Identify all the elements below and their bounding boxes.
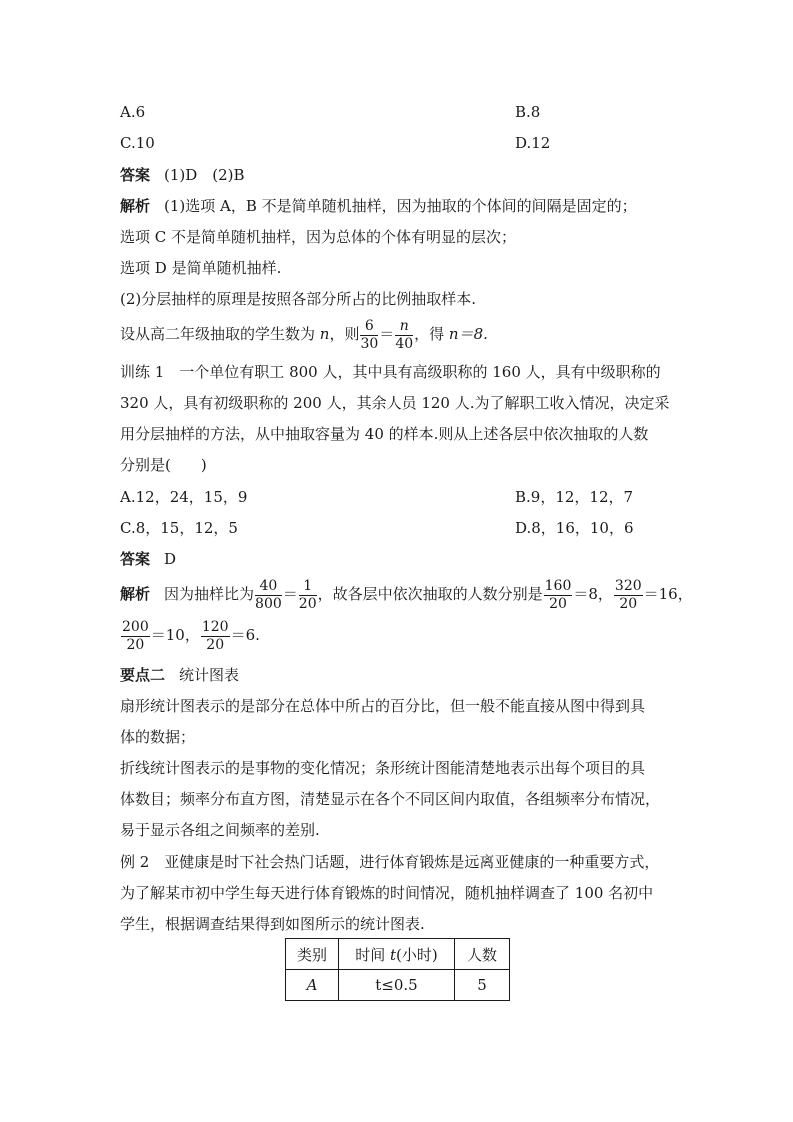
analysis-line: 选项 D 是简单随机抽样. [120,259,282,277]
fraction: $\frac{1}{20}$ [298,577,317,612]
fraction: $\frac{200}{20}$ [122,618,149,653]
cell-count: 5 [455,970,510,1001]
header-count: 人数 [455,939,510,970]
option-d: D.8，16，10，6 [515,519,634,537]
fraction: $\frac{40}{800}$ [255,577,282,612]
answer-label: 答案 [120,550,151,568]
table-row [286,970,510,1001]
section-heading [120,665,239,685]
answer-text: (1)D (2)B [164,166,245,184]
analysis-text: (1)选项 A，B 不是简单随机抽样，因为抽取的个体间的间隔是固定的； [164,197,637,215]
fraction: $\frac{320}{20}$ [614,577,642,612]
option-d: D.12 [515,134,551,152]
paragraph-line: 体的数据； [120,728,196,746]
training-line: 分别是( ) [120,456,207,474]
example-line: 学生，根据调查结果得到如图所示的统计图表. [120,915,425,933]
paragraph-line: 扇形统计图表示的是部分在总体中所占的百分比，但一般不能直接从图中得到具 [120,697,646,715]
analysis-line: (2)分层抽样的原理是按照各部分所占的比例抽取样本. [120,290,477,308]
answer-text: D [164,550,177,568]
option-row [120,102,541,122]
option-b: B.8 [515,103,541,121]
training-line: 320 人，具有初级职称的 200 人，其余人员 120 人.为了解职工收入情况，决定采 [120,394,670,412]
example-line: 为了解某市初中学生每天进行体育锻炼的时间情况，随机抽样调查了 100 名初中 [120,884,654,902]
analysis-label: 解析 [120,197,151,215]
option-c: C.10 [120,134,155,152]
fraction: $\frac{120}{20}$ [201,618,229,653]
paragraph-line: 易于显示各组之间频率的差别. [120,821,320,839]
stats-table [285,938,510,1001]
fraction: $\frac{160}{20}$ [544,577,572,612]
option-row [120,518,634,538]
answer-label: 答案 [120,166,151,184]
example-line: 例 2 亚健康是时下社会热门话题，进行体育锻炼是远离亚健康的一种重要方式， [120,853,660,871]
option-c: C.8，15，12，5 [120,519,238,537]
fraction: $\frac{n}{40}$ [395,317,414,352]
cell-category: A [286,970,339,1001]
analysis-line [120,196,637,216]
paragraph-line: 折线统计图表示的是事物的变化情况；条形统计图能清楚地表示出每个项目的具 [120,759,646,777]
formula-line: 设从高二年级抽取的学生数为 n，则 $\frac{6}{30}$ ＝ $\frac{n}{40}$ ，得 n＝8. [120,317,488,352]
option-a: A.6 [120,103,146,121]
option-a: A.12，24，15，9 [120,488,248,506]
analysis-formula-line: $\frac{200}{20}$ ＝10， $\frac{120}{20}$ ＝6. [122,618,260,653]
training-line: 用分层抽样的方法，从中抽取容量为 40 的样本.则从上述各层中依次抽取的人数 [120,425,649,443]
paragraph-line: 体数目；频率分布直方图，清楚显示在各个不同区间内取值，各组频率分布情况， [120,790,661,808]
fraction: $\frac{6}{30}$ [360,317,379,352]
analysis-formula-line: 解析 因为抽样比为 $\frac{40}{800}$ ＝ $\frac{1}{20}$ ，故各层中依次抽取的人数分别是 $\frac{160}{20}$ ＝8， $\frac{320}{20}$ ＝16， [120,577,693,612]
header-time: 时间 t(小时) [339,939,455,970]
option-b: B.9，12，12，7 [515,488,634,506]
header-category: 类别 [286,939,339,970]
section-label: 要点二 [120,666,166,684]
table-header-row [286,939,510,970]
analysis-label: 解析 [120,585,151,603]
option-row [120,487,634,507]
analysis-line: 选项 C 不是简单随机抽样，因为总体的个体有明显的层次； [120,228,517,246]
option-row [120,133,551,153]
answer-line [120,165,245,185]
answer-line [120,549,176,569]
section-title: 统计图表 [179,666,240,684]
cell-time: t≤0.5 [339,970,455,1001]
training-line: 训练 1 一个单位有职工 800 人，其中具有高级职称的 160 人，具有中级职称的 [120,363,661,381]
